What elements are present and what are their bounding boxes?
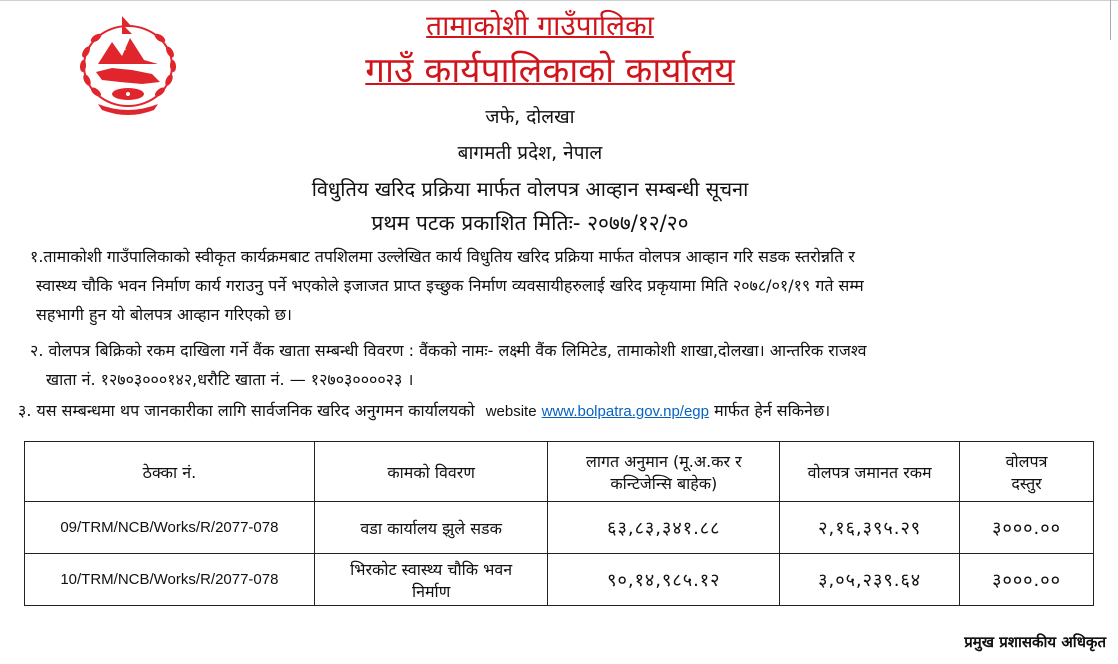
paragraph-3-text: ३. यस सम्बन्धमा थप जानकारीका लागि सार्वजनिक खरिद अनुगमन कार्यालयको: [18, 401, 475, 420]
description-cell: [314, 502, 548, 554]
header-fee-line-1: वोलपत्र: [1005, 451, 1048, 471]
nepal-emblem-icon: [72, 12, 184, 116]
contract-no-cell: 09/TRM/NCB/Works/R/2077-078: [25, 502, 315, 554]
description-line-1: भिरकोट स्वास्थ्य चौकि भवन: [350, 559, 513, 579]
municipality-title: तामाकोशी गाउँपालिका: [426, 9, 654, 42]
header-estimate-line-1: लागत अनुमान (मू.अ.कर र: [586, 451, 742, 471]
right-border: [1110, 0, 1111, 40]
address-line-1: जफे, दोलखा: [485, 106, 575, 128]
website-label: website: [485, 403, 537, 420]
tender-table: [24, 441, 1094, 606]
table-row: [25, 554, 1094, 606]
paragraph-2: [30, 336, 1105, 394]
description-line-1: वडा कार्यालय झुले सडक: [360, 518, 502, 538]
paragraph-2-line-2: खाता नं. १२७०३०००१४२,धरौटि खाता नं. — १२७०३००००२३ ।: [46, 370, 414, 389]
published-date: प्रथम पटक प्रकाशित मितिः- २०७७/१२/२०: [371, 211, 689, 235]
bid-security-cell: ३,०५,२३९.६४: [780, 554, 960, 606]
header-fee-line-2: दस्तुर: [1011, 473, 1042, 493]
office-title: गाउँ कार्यपालिकाको कार्यालय: [365, 51, 735, 91]
header-estimate-line-2: कन्टिजेन्सि बाहेक): [610, 473, 718, 493]
paragraph-2-line-1: २. वोलपत्र बिक्रिको रकम दाखिला गर्ने वैंक खाता सम्बन्धी विवरण : वैंकको नामः- लक्ष्मी वैंक लिमिटेड, तामाकोशी शाखा,दोलखा। आन्तरिक राजश्व: [30, 341, 867, 360]
top-border: [0, 0, 1118, 1]
paragraph-3-suffix: मार्फत हेर्न सकिनेछ।: [714, 401, 831, 420]
header-contract-no: ठेक्का नं.: [25, 442, 315, 502]
table-header-row: [25, 442, 1094, 502]
header-description: कामको विवरण: [314, 442, 548, 502]
paragraph-1-line-3: सहभागी हुन यो बोलपत्र आव्हान गरिएको छ।: [36, 305, 292, 324]
paragraph-3: [18, 396, 1098, 426]
signatory: प्रमुख प्रशासकीय अधिकृत: [964, 633, 1106, 651]
paragraph-1-line-1: १.तामाकोशी गाउँपालिकाको स्वीकृत कार्यक्रमबाट तपशिलमा उल्लेखित कार्य विधुतिय खरिद प्रक्रिया मार्फत वोलपत्र आव्हान गरि सडक स्तरोन्नति र: [30, 247, 855, 266]
bolpatra-link[interactable]: www.bolpatra.gov.np/egp: [541, 403, 709, 420]
bid-security-cell: २,१६,३९५.२९: [780, 502, 960, 554]
description-line-2: निर्माण: [411, 581, 451, 601]
address-line-2: बागमती प्रदेश, नेपाल: [457, 142, 603, 164]
notice-title: विधुतिय खरिद प्रक्रिया मार्फत वोलपत्र आव्हान सम्बन्धी सूचना: [311, 177, 749, 201]
fee-cell: ३०००.००: [960, 554, 1094, 606]
description-cell: [314, 554, 548, 606]
header-bid-security: वोलपत्र जमानत रकम: [780, 442, 960, 502]
fee-cell: ३०००.००: [960, 502, 1094, 554]
estimate-cell: ६३,८३,३४१.८८: [548, 502, 780, 554]
estimate-cell: ९०,१४,९८५.१२: [548, 554, 780, 606]
header-estimate: [548, 442, 780, 502]
paragraph-1: [30, 242, 1105, 329]
contract-no-cell: 10/TRM/NCB/Works/R/2077-078: [25, 554, 315, 606]
table-row: [25, 502, 1094, 554]
header-fee: [960, 442, 1094, 502]
paragraph-1-line-2: स्वास्थ्य चौकि भवन निर्माण कार्य गराउनु पर्ने भएकोले इजाजत प्राप्त इच्छुक निर्माण व्यवसायीहरुलाई खरिद प्रकृयामा मिति २०७८/०१/१९ गते सम्म: [36, 276, 864, 295]
